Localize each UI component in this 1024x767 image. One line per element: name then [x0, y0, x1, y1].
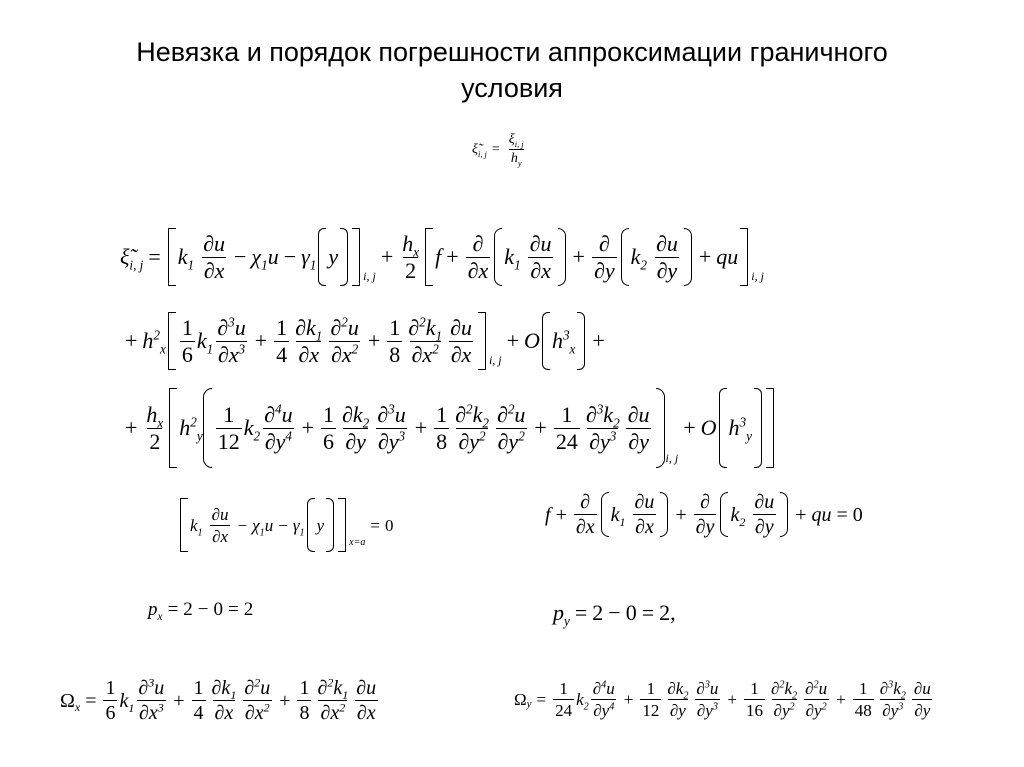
formula-residual-line-1: $\xĩ_{i, j}$ = $k_1$ $\frac{\partial u}{\partial x}$ − $\chi_1u$ − $\gamma_1$ y i, j + $\frac{h_x}{2}$ f + $\frac{\partial}{\partial x}$ $k_1$ $\frac{\partial u}{\partial x}$ + $\frac{\partial}{\partial y}$ $k_2$ $\frac{\partial u}{\partial y}$ + qu i, j	[120, 228, 764, 286]
formula-omega-y: Ω y = $\frac{1}{24}$ $k_2$ $\frac{\partial^4u}{\partial y^4}$ + $\frac{1}{12}$ $\frac{\partial k_2}{\partial y}$ $\frac{\partial^3u}{\partial y^3}$ + $\frac{1}{16}$ $\frac{\partial^2k_2}{\partial y^2}$ $\frac{\partial^2u}{\partial y^2}$ + $\frac{1}{48}$ $\frac{\partial^3k_2}{\partial y^3}$ $\frac{\partial u}{\partial y}$	[514, 679, 931, 720]
formula-residual-line-3: + $\frac{h_x}{2}$ $h^2_y$ $\frac{1}{12}$ $k_2$ $\frac{\partial^4u}{\partial y^4}$ + $\frac{1}{6}$ $\frac{\partial k_2}{\partial y}$ $\frac{\partial^3u}{\partial y^3}$ + $\frac{1}{8}$ $\frac{\partial^2k_2}{\partial y^2}$ $\frac{\partial^2u}{\partial y^2}$ + $\frac{1}{24}$ $\frac{\partial^3k_2}{\partial y^3}$ $\frac{\partial u}{\partial y}$ i, j + O $h^3_y$	[120, 388, 776, 468]
formula-px: $p_x$ = 2 − 0 = 2	[148, 599, 254, 623]
formula-equation: f + $\frac{\partial}{\partial x}$ $k_1$ $\frac{\partial u}{\partial x}$ + $\frac{\partial}{\partial y}$ $k_2$ $\frac{\partial u}{\partial y}$ + qu = 0	[545, 491, 863, 538]
slide-title	[70, 34, 954, 106]
formula-residual-line-2: + $h^2_x$ $\frac{1}{6}$ $k_1$ $\frac{\partial^3u}{\partial x^3}$ + $\frac{1}{4}$ $\frac{\partial k_1}{\partial x}$ $\frac{\partial^2u}{\partial x^2}$ + $\frac{1}{8}$ $\frac{\partial^2k_1}{\partial x^2}$ $\frac{\partial u}{\partial x}$ i, j + O $h^3_x$ +	[120, 312, 610, 370]
formula-xi-definition: $\xĩ_{i, j}$ = $\frac{\xi_{i, j}}{h_y}$	[472, 132, 524, 168]
formula-py: $p_y$ = 2 − 0 = 2,	[553, 600, 676, 629]
title-line-1: Невязка и порядок погрешности аппроксимации граничного	[136, 37, 888, 67]
formula-omega-x: Ω x = $\frac{1}{6}$ $k_1$ $\frac{\partial^3u}{\partial x^3}$ + $\frac{1}{4}$ $\frac{\partial k_1}{\partial x}$ $\frac{\partial^2u}{\partial x^2}$ + $\frac{1}{8}$ $\frac{\partial^2k_1}{\partial x^2}$ $\frac{\partial u}{\partial x}$	[60, 675, 377, 724]
title-line-2: условия	[461, 73, 563, 103]
formula-boundary-condition: $k_1$ $\frac{\partial u}{\partial x}$ − $\chi_1u$ − $\gamma_1$ y x=a = 0	[178, 498, 393, 555]
